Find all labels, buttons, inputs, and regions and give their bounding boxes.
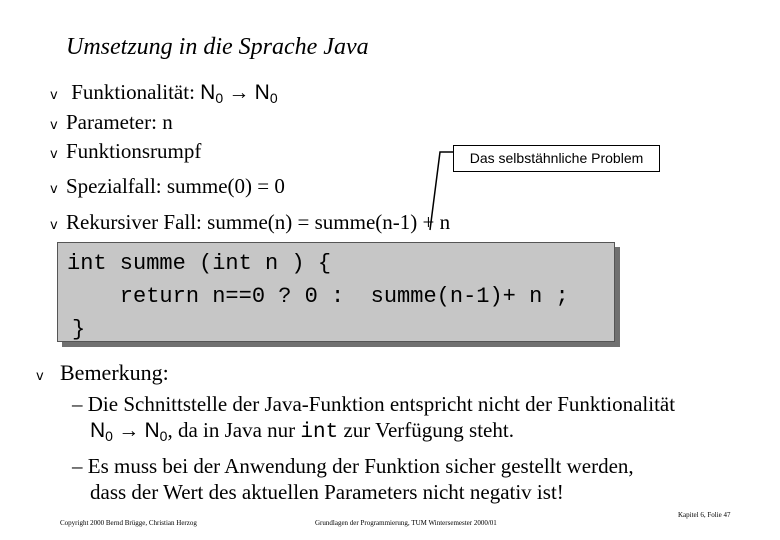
arrow-icon: →: [228, 80, 250, 104]
codomain-sub: 0: [269, 90, 278, 106]
code-line-2: return n==0 ? 0 : summe(n-1)+ n ;: [67, 284, 569, 309]
footer-slide-number: Kapitel 6, Folie 47: [678, 511, 731, 519]
domain-sub: 0: [105, 428, 113, 444]
bullet-marker: v: [50, 147, 58, 162]
item1-code: int: [300, 421, 339, 444]
domain-sub: 0: [215, 90, 224, 106]
arrow-icon: →: [118, 418, 140, 442]
funktionsrumpf-text: Funktionsrumpf: [66, 139, 202, 163]
funktionalitaet-label: Funktionalität:: [71, 80, 195, 104]
parameter-text: Parameter: n: [66, 110, 173, 134]
footer-copyright: Copyright 2000 Bernd Brügge, Christian Herzog: [60, 519, 197, 527]
bemerkung-item-2: – Es muss bei der Anwendung der Funktion sicher gestellt werden,: [72, 454, 634, 478]
footer-course: Grundlagen der Programmierung, TUM Wintersemester 2000/01: [315, 519, 497, 527]
bemerkung-item-1-cont: [90, 418, 514, 444]
codomain-n: N: [254, 81, 270, 104]
domain-n: N: [200, 81, 216, 104]
domain-n: N: [90, 419, 106, 442]
slide-title: Umsetzung in die Sprache Java: [66, 34, 369, 60]
bullet-marker: v: [50, 218, 58, 233]
code-line-3: }: [72, 317, 86, 342]
spezialfall-text: Spezialfall: summe(0) = 0: [66, 174, 285, 198]
bullet-marker: v: [50, 88, 58, 103]
bemerkung-heading: Bemerkung:: [60, 360, 169, 385]
bullet-marker: v: [50, 118, 58, 133]
code-line-1: int summe (int n ) {: [67, 251, 332, 276]
codomain-n: N: [144, 419, 160, 442]
callout-box: Das selbstähnliche Problem: [453, 145, 660, 172]
bullet-marker: v: [50, 182, 58, 197]
rekursiver-fall-text: Rekursiver Fall: summe(n) = summe(n-1) + n: [66, 210, 451, 234]
item1-text-pre: , da in Java nur: [167, 418, 296, 442]
code-block: [57, 242, 615, 342]
bullet-bemerkung: [36, 360, 169, 386]
bemerkung-item-2-cont: dass der Wert des aktuellen Parameters nicht negativ ist!: [90, 480, 564, 504]
bemerkung-item-1: – Die Schnittstelle der Java-Funktion entspricht nicht der Funktionalität: [72, 392, 676, 416]
codomain-sub: 0: [159, 428, 168, 444]
bullet-marker: v: [36, 369, 44, 384]
item1-text-post: zur Verfügung steht.: [343, 418, 514, 442]
